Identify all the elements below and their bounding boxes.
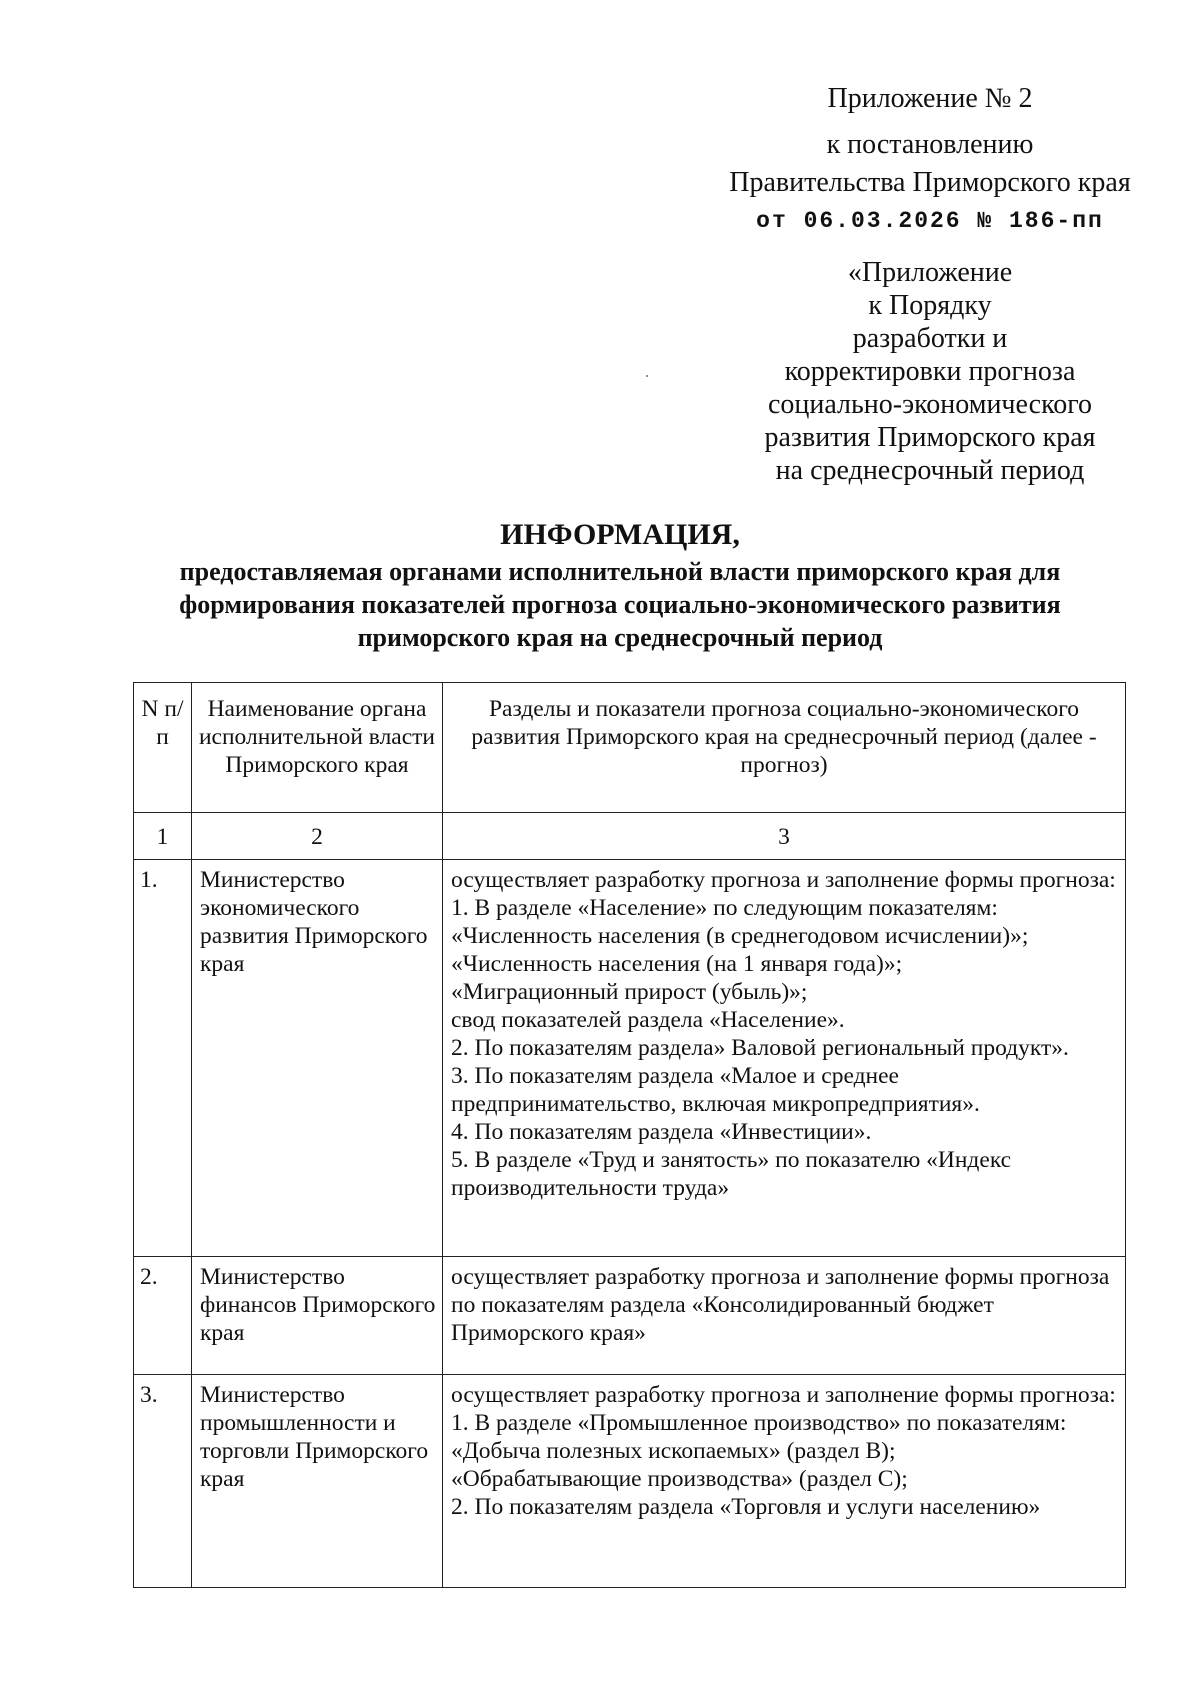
- appendix-header: [720, 80, 1140, 240]
- description-line: 1. В разделе «Промышленное производство» по показателям:: [451, 1410, 1067, 1436]
- decree-number: от 06.03.2026 № 186-пп: [756, 208, 1104, 234]
- document-subtitle-line: предоставляемая органами исполнительной власти приморского края для: [179, 557, 1061, 586]
- organ-name: Министерство промышленности и торговли Приморского края: [192, 1375, 443, 1588]
- description-line: 2. По показателям раздела «Торговля и услуги населению»: [451, 1494, 1041, 1520]
- description-line: «Численность населения (на 1 января года)»;: [451, 951, 903, 977]
- organ-name: Министерство финансов Приморского края: [192, 1257, 443, 1375]
- information-table: [133, 682, 1126, 1588]
- header-number: N п/п: [134, 683, 192, 813]
- row-number: 1.: [134, 860, 192, 1257]
- description-line: 4. По показателям раздела «Инвестиции».: [451, 1119, 872, 1145]
- description-line: «Добыча полезных ископаемых» (раздел B);: [451, 1438, 896, 1464]
- sections-description: [443, 1257, 1126, 1375]
- column-number-row: [134, 813, 1126, 860]
- description-line: «Численность населения (в среднегодовом исчислении)»;: [451, 923, 1029, 949]
- table-row: [134, 1257, 1126, 1375]
- table-row: [134, 860, 1126, 1257]
- description-line: «Обрабатывающие производства» (раздел C);: [451, 1466, 908, 1492]
- document-subtitle-line: формирования показателей прогноза социально-экономического развития: [179, 590, 1061, 619]
- description-line: «Миграционный прирост (убыль)»;: [451, 979, 808, 1005]
- description-line: осуществляет разработку прогноза и заполнение формы прогноза:: [451, 867, 1116, 893]
- description-line: 2. По показателям раздела» Валовой региональный продукт».: [451, 1035, 1069, 1061]
- sections-description: [443, 1375, 1126, 1588]
- organ-name: Министерство экономического развития Приморского края: [192, 860, 443, 1257]
- header-sections: Разделы и показатели прогноза социально-экономического развития Приморского края на среднесрочный период (далее - прогноз): [443, 683, 1126, 813]
- order-reference-line: к Порядку: [868, 290, 992, 321]
- order-reference-line: социально-экономического: [767, 389, 1093, 420]
- order-reference-line: «Приложение: [847, 257, 1013, 288]
- order-reference-line: корректировки прогноза: [784, 356, 1076, 387]
- table-row: [134, 1375, 1126, 1588]
- column-number: 3: [443, 813, 1126, 860]
- order-reference-line: развития Приморского края: [764, 422, 1096, 453]
- description-line: осуществляет разработку прогноза и заполнение формы прогноза:: [451, 1382, 1116, 1408]
- row-number: 3.: [134, 1375, 192, 1588]
- government-text: Правительства Приморского края: [729, 167, 1131, 198]
- order-reference-line: разработки и: [852, 323, 1008, 354]
- header-organ: Наименование органа исполнительной власти Приморского края: [192, 683, 443, 813]
- document-title: [120, 515, 1120, 654]
- description-line: свод показателей раздела «Население».: [451, 1007, 845, 1033]
- description-line: 5. В разделе «Труд и занятость» по показателю «Индекс производительности труда»: [451, 1147, 1012, 1201]
- scan-speck: [646, 375, 648, 377]
- description-line: 3. По показателям раздела «Малое и среднее предпринимательство, включая микропредприятия».: [451, 1063, 980, 1117]
- appendix-title: Приложение № 2: [827, 83, 1033, 114]
- order-reference-line: на среднесрочный период: [775, 455, 1085, 486]
- document-heading: ИНФОРМАЦИЯ,: [500, 518, 740, 551]
- table-header-row: [134, 683, 1126, 813]
- document-subtitle-line: приморского края на среднесрочный период: [357, 623, 883, 652]
- column-number: 1: [134, 813, 192, 860]
- order-reference: [740, 256, 1120, 487]
- to-decree-text: к постановлению: [826, 129, 1034, 160]
- description-line: 1. В разделе «Население» по следующим показателям:: [451, 895, 998, 921]
- row-number: 2.: [134, 1257, 192, 1375]
- description-line: осуществляет разработку прогноза и заполнение формы прогноза по показателям раздела «Консолидированный бюджет Приморского края»: [451, 1264, 1110, 1346]
- sections-description: [443, 860, 1126, 1257]
- column-number: 2: [192, 813, 443, 860]
